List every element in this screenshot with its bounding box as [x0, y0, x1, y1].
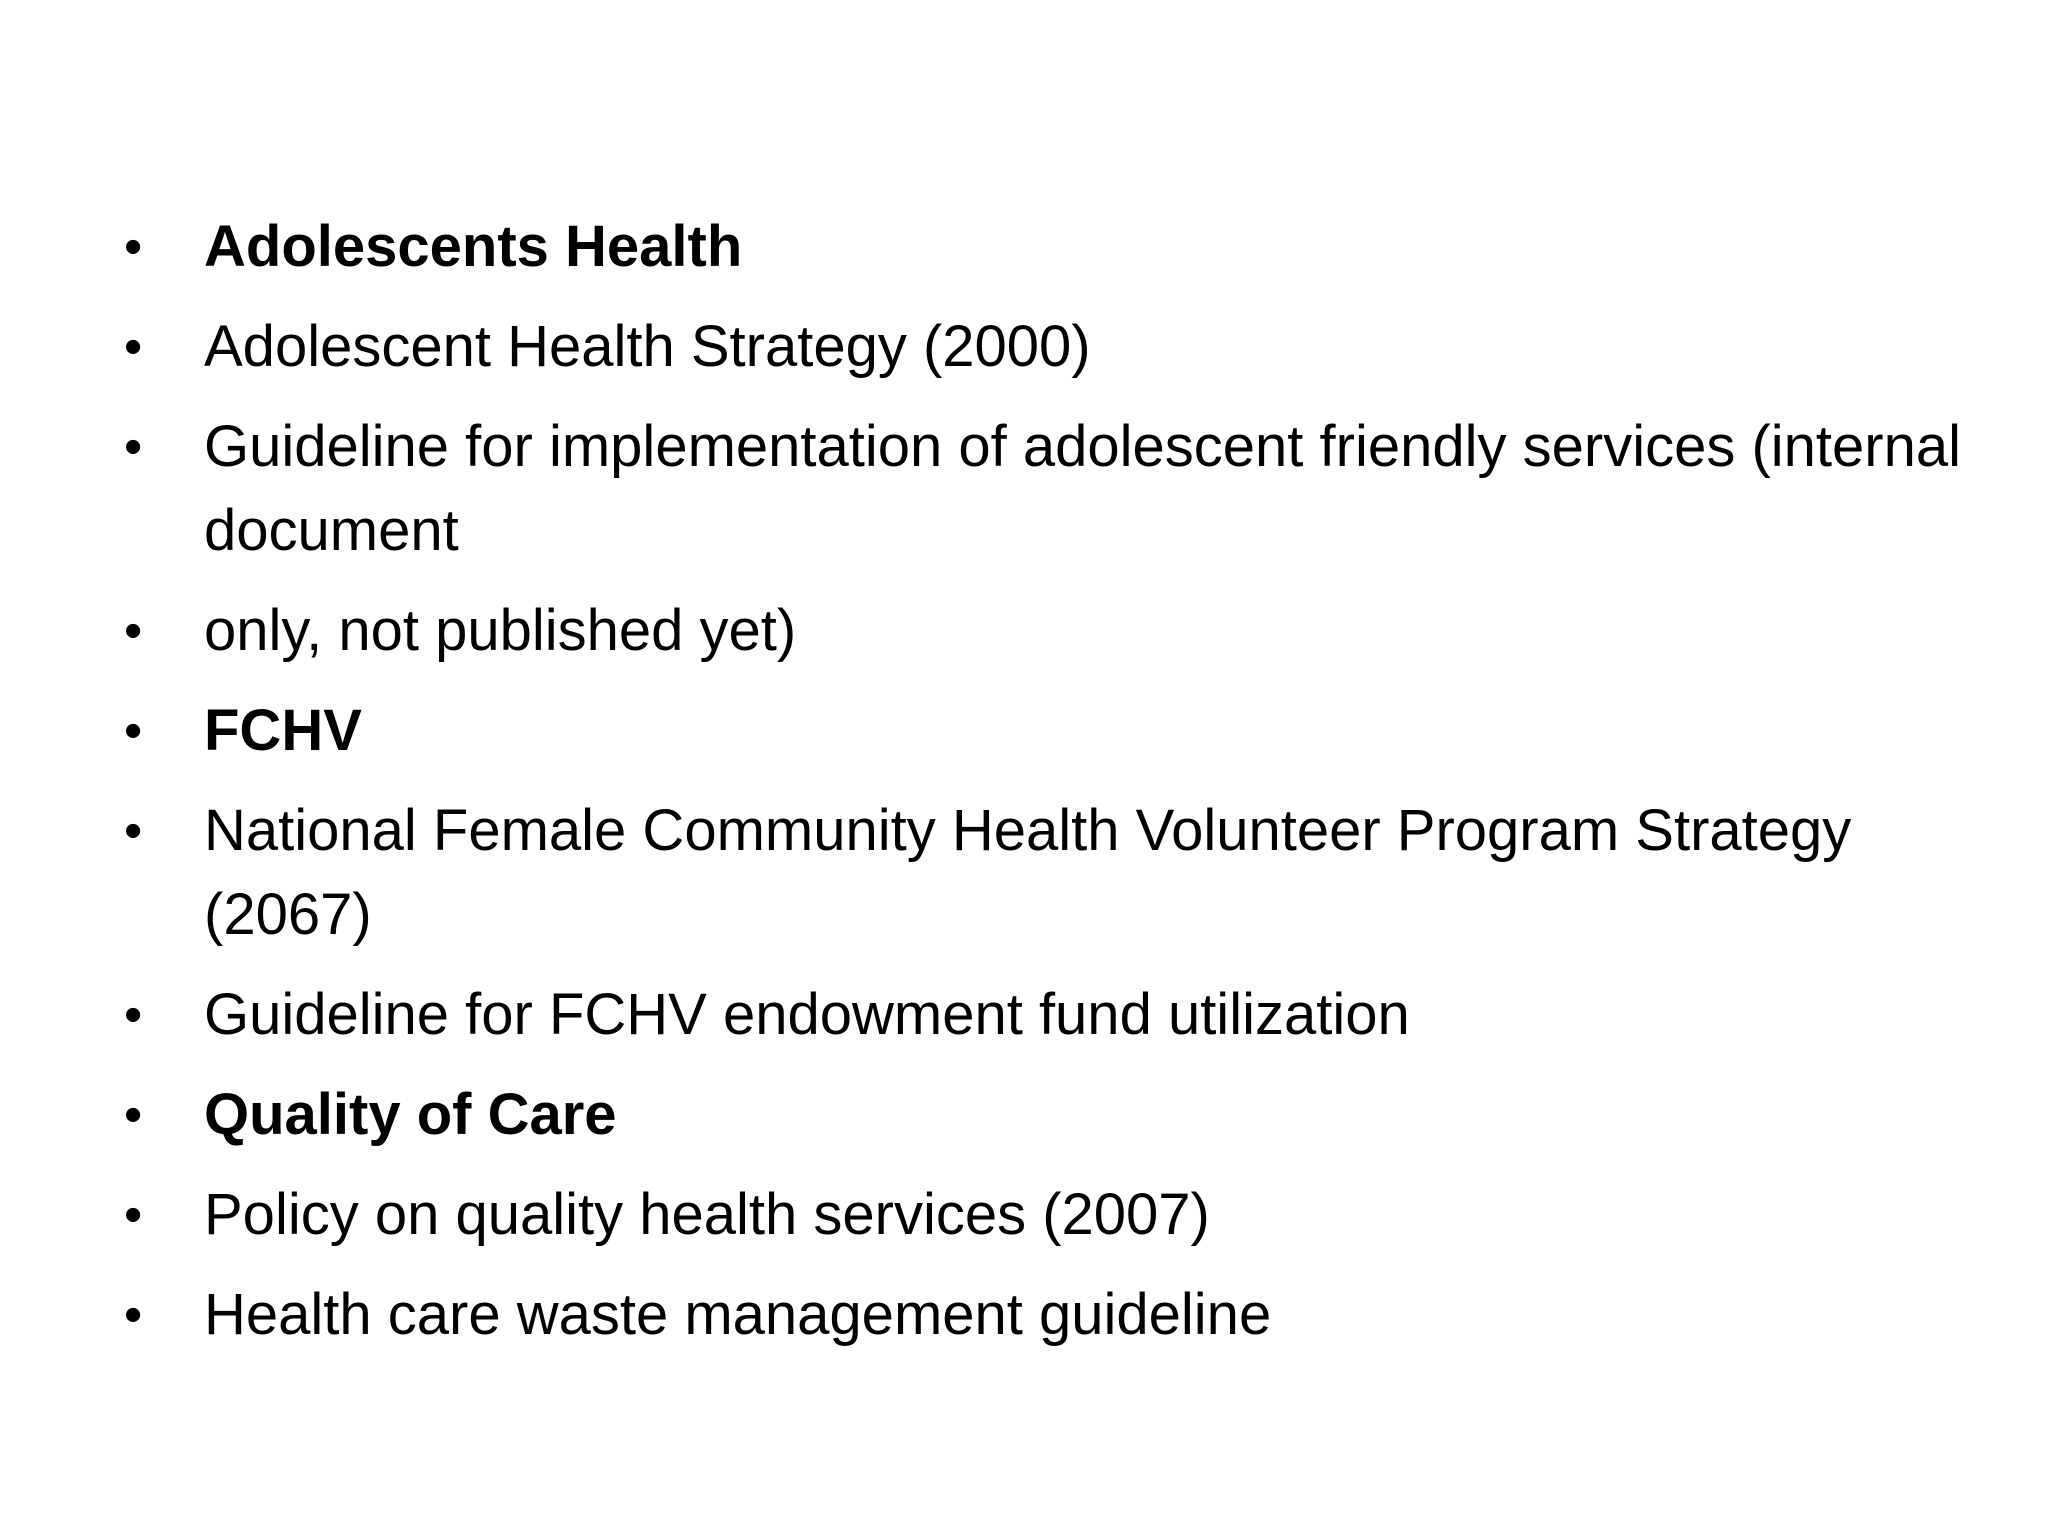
list-item — [124, 789, 1984, 957]
list-item-text: Health care waste management guideline — [204, 1282, 1272, 1347]
section-heading-adolescents-health: Adolescents Health — [204, 214, 743, 279]
list-item — [124, 305, 1984, 389]
list-item-text: Guideline for FCHV endowment fund utilization — [204, 982, 1410, 1047]
list-item — [124, 205, 1984, 289]
bullet-point: • — [124, 1086, 143, 1144]
section-heading-fchv: FCHV — [204, 698, 362, 763]
list-item-text: National Female Community Health Volunteer Program Strategy (2067) — [204, 798, 1852, 947]
bullet-point: • — [124, 318, 143, 376]
section-heading-quality-of-care: Quality of Care — [204, 1082, 617, 1147]
bullet-point: • — [124, 602, 143, 660]
bullet-point: • — [124, 1286, 143, 1344]
bullet-point: • — [124, 986, 143, 1044]
bullet-point: • — [124, 1186, 143, 1244]
list-item-text: Adolescent Health Strategy (2000) — [204, 314, 1091, 379]
list-item — [124, 1073, 1984, 1157]
bullet-point: • — [124, 418, 143, 476]
bullet-point: • — [124, 802, 143, 860]
list-item-text: Policy on quality health services (2007) — [204, 1182, 1210, 1247]
list-item — [124, 589, 1984, 673]
list-item-text: only, not published yet) — [204, 598, 797, 663]
list-item-text: Guideline for implementation of adolescent friendly services (internal document — [204, 414, 1961, 563]
list-item — [124, 405, 1984, 573]
list-item — [124, 1173, 1984, 1257]
bullet-point: • — [124, 702, 143, 760]
list-item — [124, 689, 1984, 773]
bullet-point: • — [124, 218, 143, 276]
list-item — [124, 973, 1984, 1057]
list-item — [124, 1273, 1984, 1357]
bullet-list — [124, 205, 1984, 1373]
